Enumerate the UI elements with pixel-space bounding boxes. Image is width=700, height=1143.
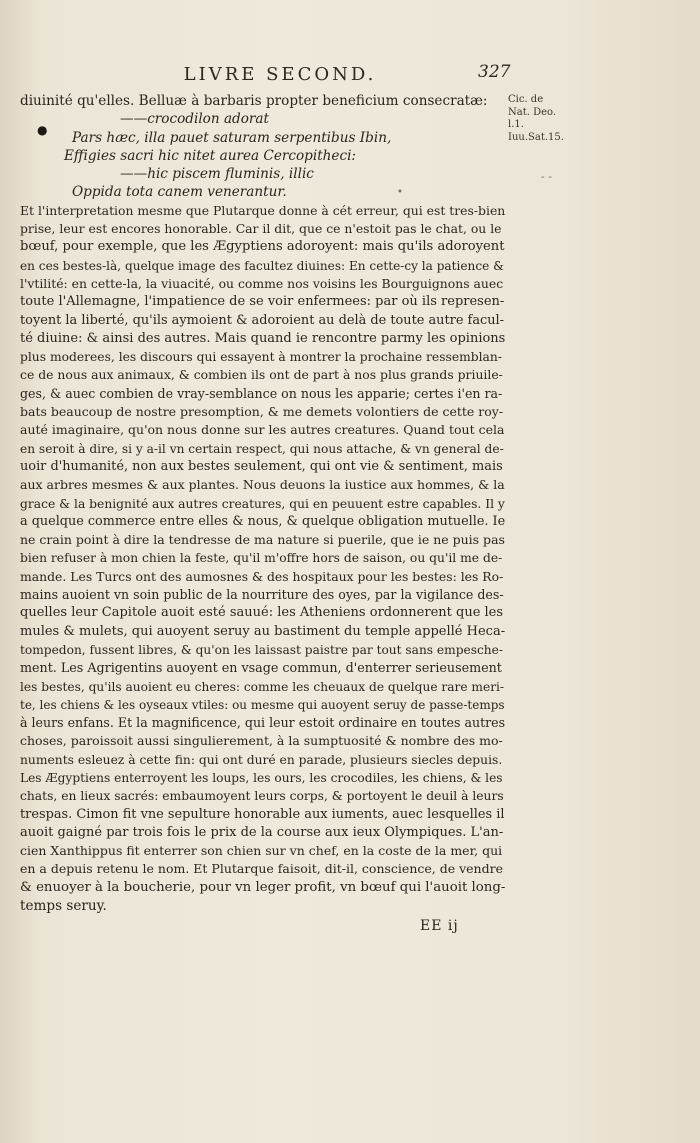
text-line: mande. Les Turcs ont des aumosnes & des hospitaux pour les bestes: les Ro- — [20, 568, 504, 584]
text-line: en a depuis retenu le nom. Et Plutarque faisoit, dit-il, conscience, de vendre — [20, 861, 503, 877]
body-text — [20, 92, 505, 915]
running-title: LIVRE SECOND. — [183, 64, 377, 85]
text-line: auté imaginaire, qu'on nous donne sur les autres creatures. Quand tout cela — [20, 422, 505, 438]
text-line: ce de nous aux animaux, & combien ils ont de part à nos plus grands priuile- — [20, 367, 503, 383]
text-line: bœuf, pour exemple, que les Ægyptiens adoroyent: mais qu'ils adoroyent — [20, 239, 505, 255]
text-line: ges, & auec combien de vray-semblance on nous les apparie; certes i'en ra- — [20, 385, 503, 401]
text-line: les bestes, qu'ils auoient eu cheres: comme les cheuaux de quelque rare meri- — [20, 679, 505, 694]
text-line: temps seruy. — [20, 898, 107, 915]
margin-note — [508, 94, 574, 144]
text-line: prise, leur est encores honorable. Car il dit, que ce n'estoit pas le chat, ou le — [20, 221, 502, 237]
text-line: Pars hæc, illa pauet saturam serpentibus Ibin, — [72, 129, 392, 146]
text-line: Les Ægyptiens enterroyent les loups, les ours, les crocodiles, les chiens, & les — [20, 770, 503, 785]
signature-mark: EE ij — [420, 918, 459, 934]
text-line: Oppida tota canem venerantur. — [72, 184, 287, 201]
text-line: plus moderees, les discours qui essayent à montrer la prochaine ressemblan- — [20, 350, 502, 365]
text-line: & enuoyer à la boucherie, pour vn leger profit, vn bœuf qui l'auoit long- — [20, 879, 506, 895]
text-line: bien refuser à mon chien la feste, qu'il m'offre hors de saison, ou qu'il me de- — [20, 551, 503, 566]
text-line: te, les chiens & les oyseaux vtiles: ou mesme qui auoyent seruy de passe-temps — [20, 697, 505, 712]
margin-note-line: Nat. Deo. — [508, 106, 557, 118]
text-line: choses, paroissoit aussi singulierement, à la sumptuosité & nombre des mo- — [20, 733, 503, 749]
page-number: 327 — [478, 62, 511, 82]
text-line: grace & la benignité aux autres creatures, qui en peuuent estre capables. Il y — [20, 496, 505, 511]
margin-note-line: Cic. de — [508, 94, 544, 105]
text-line: aux arbres mesmes & aux plantes. Nous deuons la iustice aux hommes, & la — [20, 477, 505, 493]
text-line: a quelque commerce entre elles & nous, & quelque obligation mutuelle. Ie — [20, 513, 506, 529]
stray-dash-mark: - - — [541, 170, 552, 183]
text-line: diuinité qu'elles. Belluæ à barbaris propter beneficium consecratæ: — [20, 93, 488, 109]
text-line: numents esleuez à cette fin: qui ont duré en parade, plusieurs siecles depuis. — [20, 752, 503, 767]
margin-note-line: Iuu.Sat.15. — [508, 131, 564, 143]
text-line: cien Xanthippus fit enterrer son chien sur vn chef, en la coste de la mer, qui — [20, 843, 503, 859]
text-line: en seroit à dire, si y a-il vn certain respect, qui nous attache, & vn general de- — [20, 441, 504, 456]
text-line: toute l'Allemagne, l'impatience de se voir enfermees: par où ils represen- — [20, 294, 505, 310]
text-line: mains auoient vn soin public de la nourriture des oyes, par la vigilance des- — [20, 587, 504, 603]
text-line: quelles leur Capitole auoit esté sauué: les Atheniens ordonnerent que les — [20, 605, 504, 621]
text-line: trespas. Cimon fit vne sepulture honorable aux iuments, auec lesquelles il — [20, 806, 505, 822]
text-line: l'vtilité: en cette-la, la viuacité, ou comme nos voisins les Bourguignons auec — [20, 275, 504, 291]
text-line: tompedon, fussent libres, & qu'on les laissast paistre par tout sans empesche- — [20, 642, 503, 657]
text-line: uoir d'humanité, non aux bestes seulement, qui ont vie & sentiment, mais — [20, 458, 503, 474]
text-line: ment. Les Agrigentins auoyent en vsage commun, d'enterrer serieusement — [20, 660, 502, 676]
text-line: chats, en lieux sacrés: embaumoyent leurs corps, & portoyent le deuil à leurs — [20, 789, 504, 804]
text-line: Et l'interpretation mesme que Plutarque donne à cét erreur, qui est tres-bien — [20, 202, 506, 218]
stray-ink-mark: • — [397, 187, 403, 198]
text-line: en ces bestes-là, quelque image des facultez diuines: En cette-cy la patience & — [20, 258, 504, 273]
text-line: auoit gaigné par trois fois le prix de la course aux ieux Olympiques. L'an- — [20, 824, 504, 840]
text-line: bats beaucoup de nostre presomption, & me demets volontiers de cette roy- — [20, 404, 504, 420]
text-line: ——hic piscem fluminis, illic — [120, 166, 314, 183]
text-line: Effigies sacri hic nitet aurea Cercopitheci: — [64, 147, 357, 164]
text-line: toyent la liberté, qu'ils aymoient & adoroient au delà de toute autre facul- — [20, 312, 505, 328]
text-line: ne crain point à dire la tendresse de ma nature si puerile, que ie ne puis pas — [20, 532, 505, 548]
text-line: té diuine: & ainsi des autres. Mais quand ie rencontre parmy les opinions — [20, 330, 506, 346]
text-line: ——crocodilon adorat — [120, 111, 269, 128]
text-line: mules & mulets, qui auoyent seruy au bastiment du temple appellé Heca- — [20, 623, 506, 639]
margin-note-line: l.1. — [508, 119, 524, 130]
ink-dot-mark: ● — [37, 123, 48, 137]
text-line: à leurs enfans. Et la magnificence, qui leur estoit ordinaire en toutes autres — [20, 715, 506, 731]
